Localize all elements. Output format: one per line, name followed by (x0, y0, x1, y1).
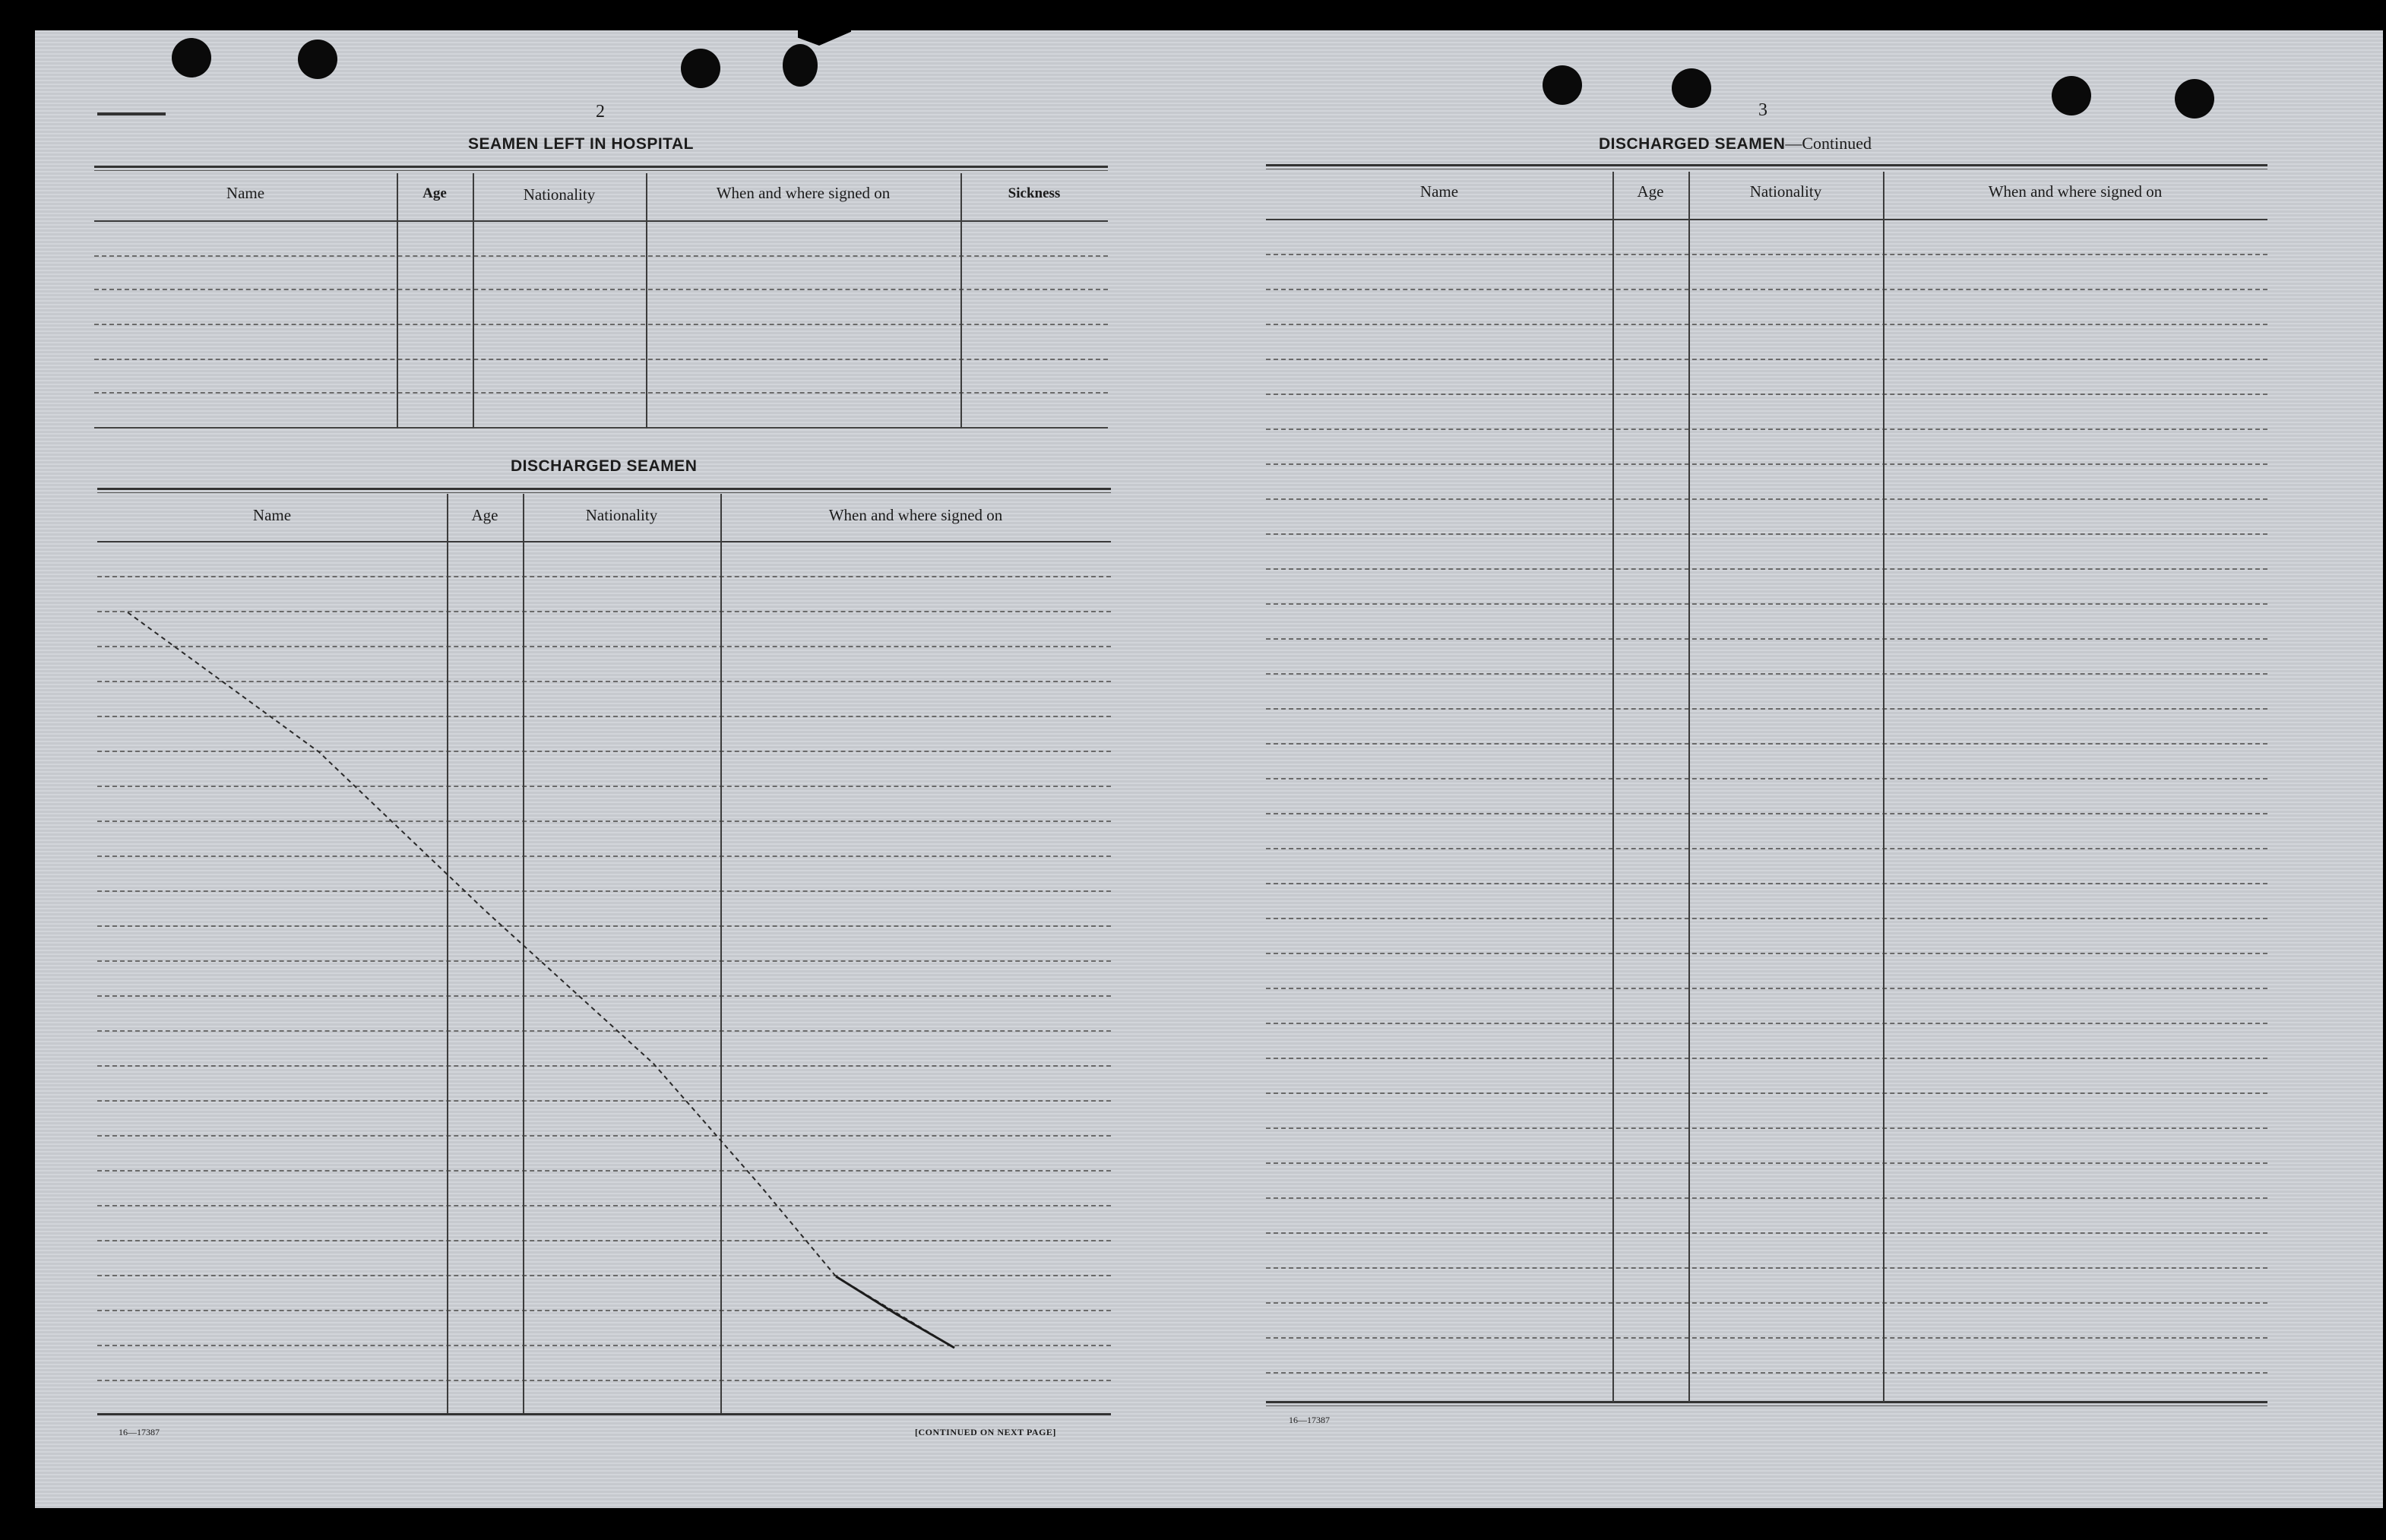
column-header-age: Age (1637, 182, 1664, 201)
column-header-name: Name (252, 506, 292, 524)
discharged-title-main: DISCHARGED SEAMEN (1599, 135, 1786, 153)
column-header-nationality: Nationality (1749, 182, 1822, 201)
discharged-section-title: DISCHARGED SEAMEN (511, 457, 698, 475)
column-header-signed-on: When and where signed on (716, 184, 891, 202)
column-header-nationality: Nationality (585, 506, 658, 524)
form-number-right: 16—17387 (1289, 1415, 1330, 1425)
column-header-age: Age (422, 185, 447, 201)
column-header-age: Age (471, 506, 498, 524)
continued-note: [CONTINUED ON NEXT PAGE] (915, 1427, 1056, 1437)
form-number-left: 16—17387 (119, 1427, 160, 1437)
hospital-section-title: SEAMEN LEFT IN HOSPITAL (468, 135, 694, 153)
column-header-sickness: Sickness (1008, 185, 1061, 201)
discharged-title-suffix: —Continued (1785, 134, 1872, 153)
discharged-table-right (1266, 164, 2267, 1410)
page-number-left: 2 (596, 102, 605, 122)
column-header-name: Name (226, 184, 265, 202)
page-number-right: 3 (1758, 100, 1767, 120)
column-header-nationality: Nationality (523, 185, 596, 204)
column-header-name: Name (1419, 182, 1459, 201)
discharged-continued-title (1599, 134, 1872, 153)
column-header-signed-on: When and where signed on (1988, 182, 2163, 201)
column-header-signed-on: When and where signed on (828, 506, 1003, 524)
